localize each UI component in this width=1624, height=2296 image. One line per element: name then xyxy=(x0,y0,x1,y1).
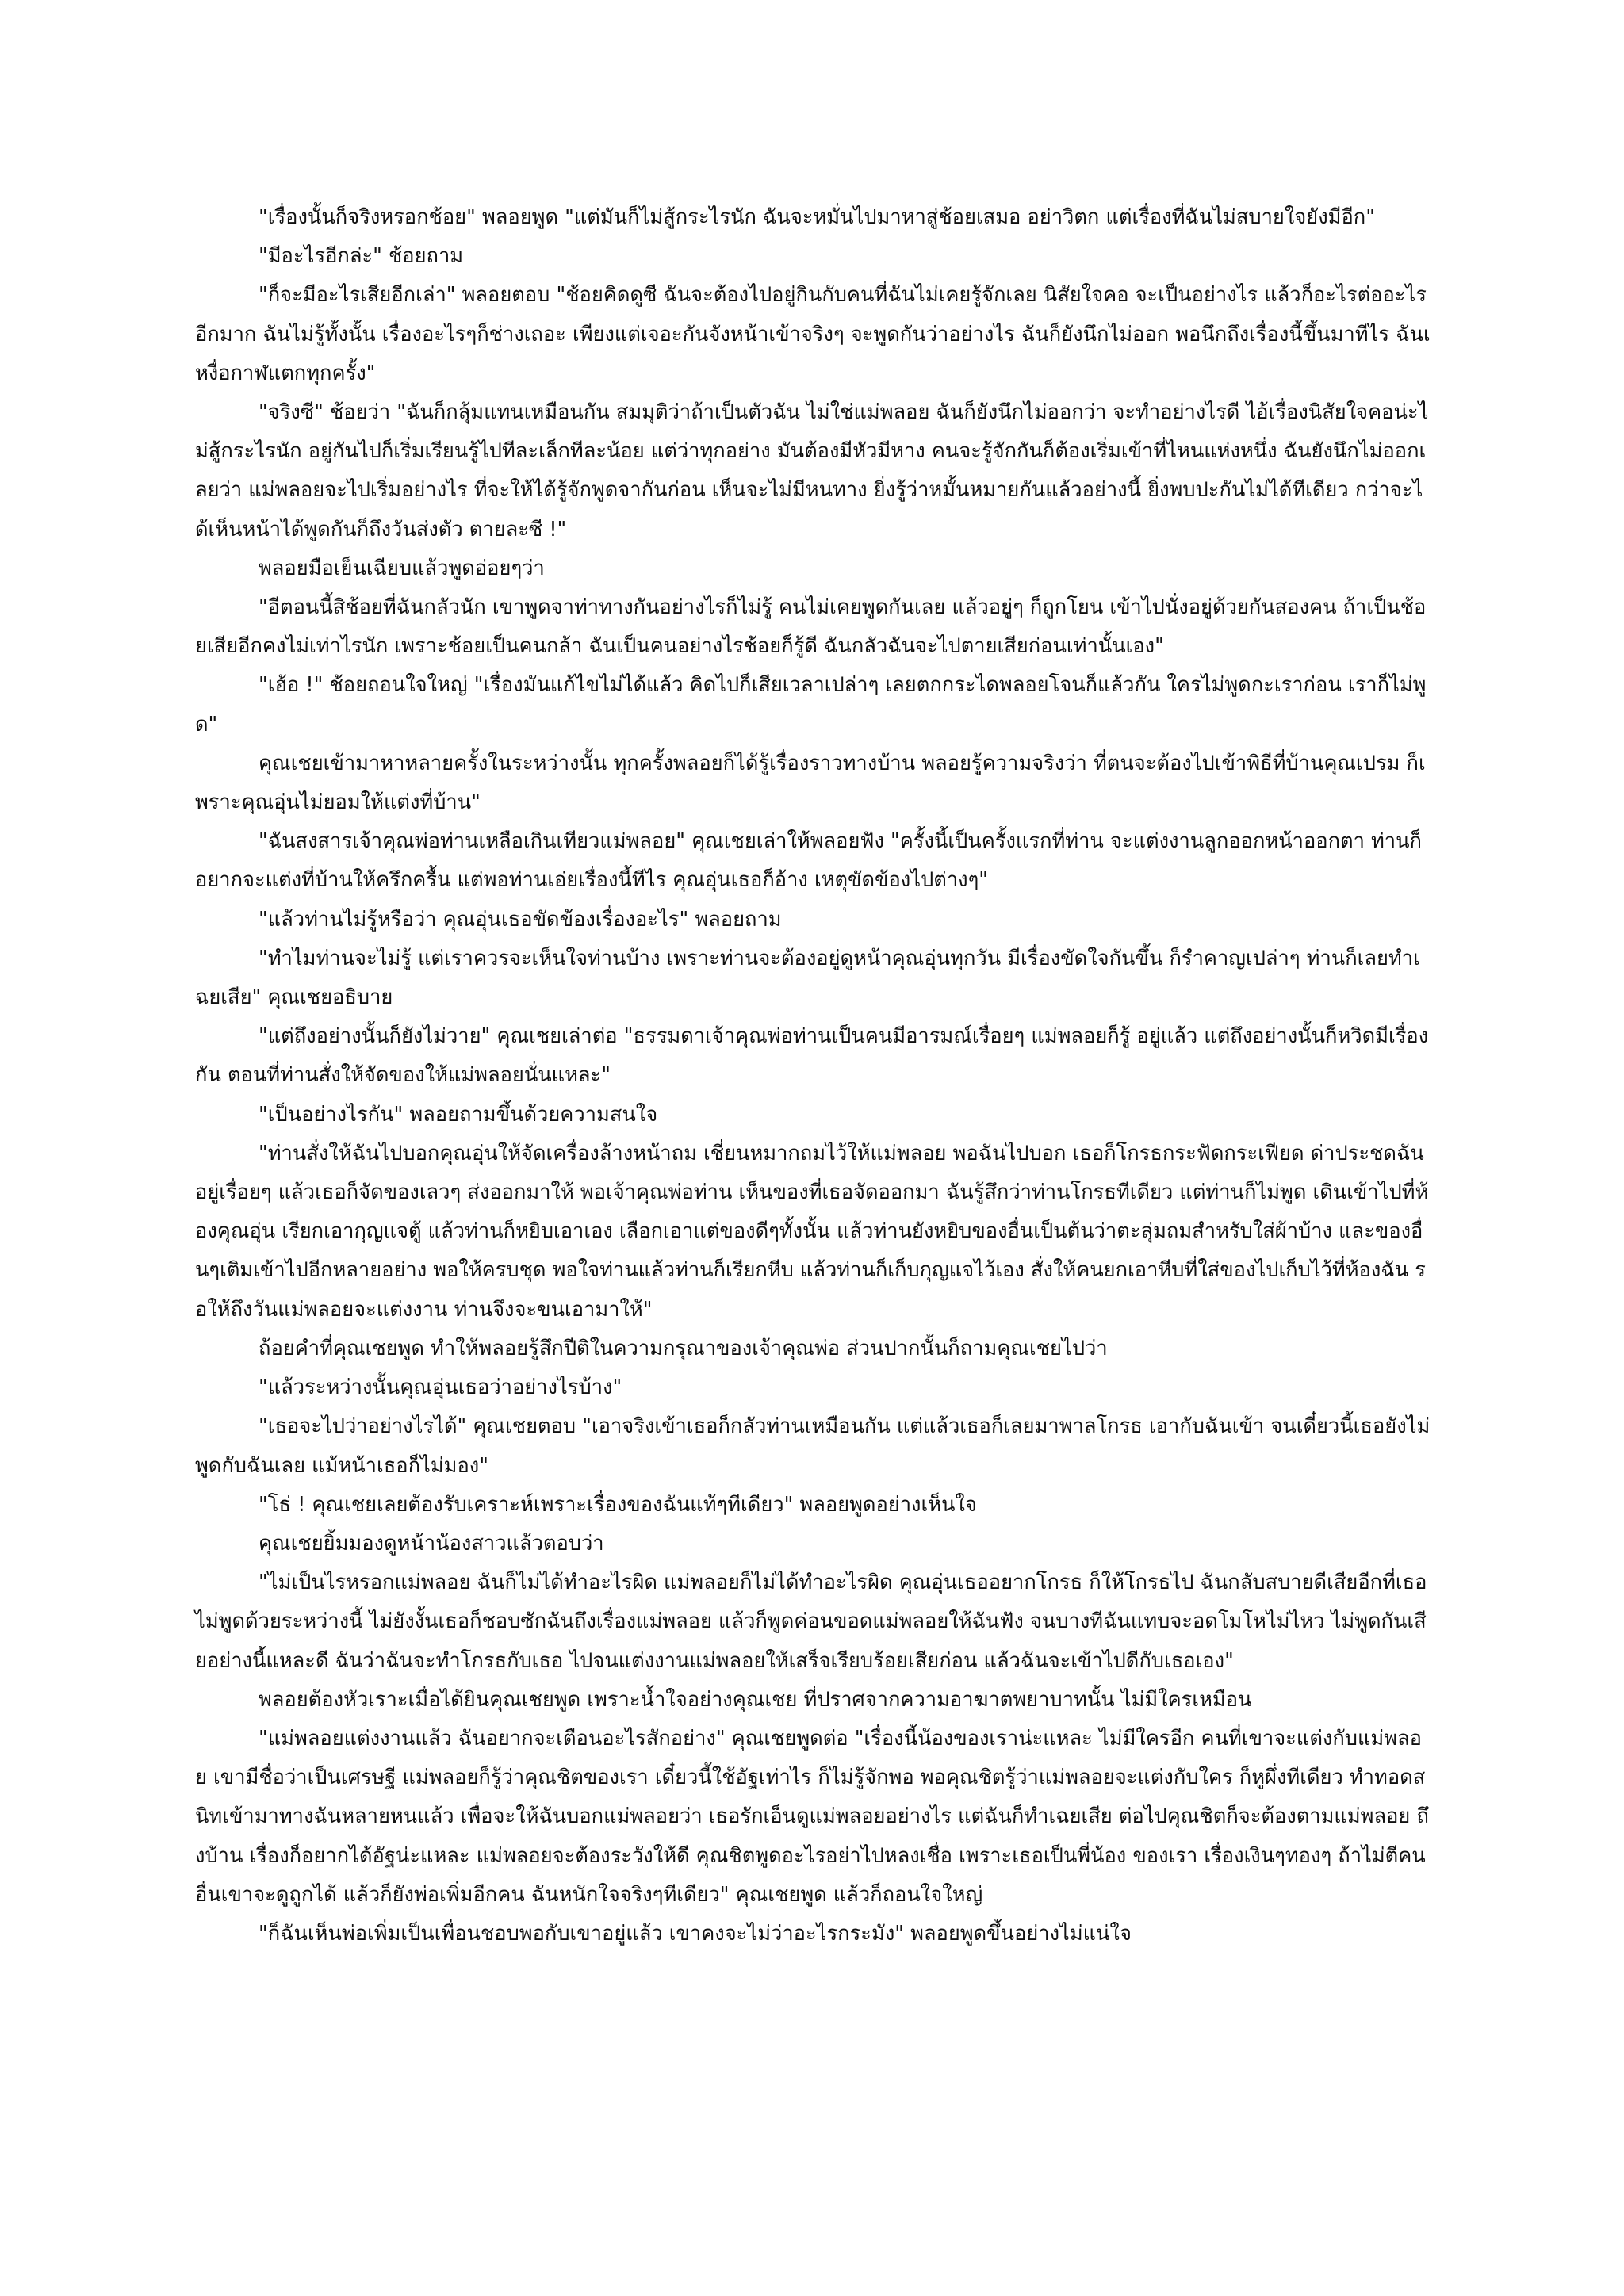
paragraph: พลอยต้องหัวเราะเมื่อได้ยินคุณเชยพูด เพราะน้ำใจอย่างคุณเชย ที่ปราศจากความอาฆาตพยาบาทนั้น ไม่มีใครเหมือน xyxy=(259,1687,1252,1712)
document-body xyxy=(195,198,1432,1954)
paragraph: "เธอจะไปว่าอย่างไรได้" คุณเชยตอบ "เอาจริงเข้าเธอก็กลัวท่านเหมือนกัน แต่แล้วเธอก็เลยมาพาลโกรธ เอากับฉันเข้า จนเดี๋ยวนี้เธอยังไม่พูดกับฉันเลย แม้หน้าเธอก็ไม่มอง" xyxy=(195,1414,1431,1478)
paragraph: คุณเชยยิ้มมองดูหน้าน้องสาวแล้วตอบว่า xyxy=(259,1531,604,1556)
paragraph: "อีตอนนี้สิช้อยที่ฉันกลัวนัก เขาพูดจาท่าทางกันอย่างไรก็ไม่รู้ คนไม่เคยพูดกันเลย แล้วอยู่ๆ ก็ถูกโยน เข้าไปนั่งอยู่ด้วยกันสองคน ถ้าเป็นช้อยเสียอีกคงไม่เท่าไรนัก เพราะช้อยเป็นคนกล้า ฉันเป็นคนอย่างไรช้อยก็รู้ดี ฉันกลัวฉันจะไปตายเสียก่อนเท่านั้นเอง" xyxy=(195,595,1427,659)
paragraph: "แต่ถึงอย่างนั้นก็ยังไม่วาย" คุณเชยเล่าต่อ "ธรรมดาเจ้าคุณพ่อท่านเป็นคนมีอารมณ์เรื่อยๆ แม่พลอยก็รู้ อยู่แล้ว แต่ถึงอย่างนั้นก็หวิดมีเรื่องกัน ตอนที่ท่านสั่งให้จัดของให้แม่พลอยนั่นแหละ" xyxy=(195,1024,1429,1088)
paragraph: "เฮ้อ !" ช้อยถอนใจใหญ่ "เรื่องมันแก้ไขไม่ได้แล้ว คิดไปก็เสียเวลาเปล่าๆ เลยตกกระไดพลอยโจนก็แล้วกัน ใครไม่พูดกะเราก่อน เราก็ไม่พูด" xyxy=(195,673,1427,737)
paragraph: "มีอะไรอีกล่ะ" ช้อยถาม xyxy=(259,244,464,269)
paragraph: "ก็จะมีอะไรเสียอีกเล่า" พลอยตอบ "ช้อยคิดดูซี ฉันจะต้องไปอยู่กินกับคนที่ฉันไม่เคยรู้จักเลย นิสัยใจคอ จะเป็นอย่างไร แล้วก็อะไรต่ออะไรอีกมาก ฉันไม่รู้ทั้งนั้น เรื่องอะไรๆก็ช่างเถอะ เพียงแต่เจอะกันจังหน้าเข้าจริงๆ จะพูดกันว่าอย่างไร ฉันก็ยังนึกไม่ออก พอนึกถึงเรื่องนี้ขึ้นมาทีไร ฉันเหงื่อกาฬแตกทุกครั้ง" xyxy=(195,283,1431,385)
paragraph: "ไม่เป็นไรหรอกแม่พลอย ฉันก็ไม่ได้ทำอะไรผิด แม่พลอยก็ไม่ได้ทำอะไรผิด คุณอุ่นเธออยากโกรธ ก็ให้โกรธไป ฉันกลับสบายดีเสียอีกที่เธอไม่พูดด้วยระหว่างนี้ ไม่ยังงั้นเธอก็ชอบซักฉันถึงเรื่องแม่พลอย แล้วก็พูดค่อนขอดแม่พลอยให้ฉันฟัง จนบางทีฉันแทบจะอดโมโหไม่ไหว ไม่พูดกันเสียอย่างนี้แหละดี ฉันว่าฉันจะทำโกรธกับเธอ ไปจนแต่งงานแม่พลอยให้เสร็จเรียบร้อยเสียก่อน แล้วฉันจะเข้าไปดีกับเธอเอง" xyxy=(195,1571,1427,1673)
paragraph: "ท่านสั่งให้ฉันไปบอกคุณอุ่นให้จัดเครื่องล้างหน้าถม เชี่ยนหมากถมไว้ให้แม่พลอย พอฉันไปบอก เธอก็โกรธกระฟัดกระเฟียด ด่าประชดฉันอยู่เรื่อยๆ แล้วเธอก็จัดของเลวๆ ส่งออกมาให้ พอเจ้าคุณพ่อท่าน เห็นของที่เธอจัดออกมา ฉันรู้สึกว่าท่านโกรธทีเดียว แต่ท่านก็ไม่พูด เดินเข้าไปที่ห้องคุณอุ่น เรียกเอากุญแจตู้ แล้วท่านก็หยิบเอาเอง เลือกเอาแต่ของดีๆทั้งนั้น แล้วท่านยังหยิบของอื่นเป็นต้นว่าตะลุ่มถมสำหรับใส่ผ้าบ้าง และของอื่นๆเติมเข้าไปอีกหลายอย่าง พอให้ครบชุด พอใจท่านแล้วท่านก็เรียกหีบ แล้วท่านก็เก็บกุญแจไว้เอง สั่งให้คนยกเอาหีบที่ใส่ของไปเก็บไว้ที่ห้องฉัน รอให้ถึงวันแม่พลอยจะแต่งงาน ท่านจึงจะขนเอามาให้" xyxy=(195,1141,1429,1322)
paragraph: "เรื่องนั้นก็จริงหรอกช้อย" พลอยพูด "แต่มันก็ไม่สู้กระไรนัก ฉันจะหมั่นไปมาหาสู่ช้อยเสมอ อย่าวิตก แต่เรื่องที่ฉันไม่สบายใจยังมีอีก" xyxy=(259,205,1375,229)
paragraph: "โธ่ ! คุณเชยเลยต้องรับเคราะห์เพราะเรื่องของฉันแท้ๆทีเดียว" พลอยพูดอย่างเห็นใจ xyxy=(259,1492,977,1517)
paragraph: "แล้วท่านไม่รู้หรือว่า คุณอุ่นเธอขัดข้องเรื่องอะไร" พลอยถาม xyxy=(259,907,782,932)
paragraph: "ก็ฉันเห็นพ่อเพิ่มเป็นเพื่อนชอบพอกับเขาอยู่แล้ว เขาคงจะไม่ว่าอะไรกระมัง" พลอยพูดขึ้นอย่างไม่แน่ใจ xyxy=(259,1921,1132,1946)
paragraph: ถ้อยคำที่คุณเชยพูด ทำให้พลอยรู้สึกปีติในความกรุณาของเจ้าคุณพ่อ ส่วนปากนั้นก็ถามคุณเชยไปว่า xyxy=(259,1336,1108,1360)
paragraph: พลอยมือเย็นเฉียบแล้วพูดอ่อยๆว่า xyxy=(259,556,545,580)
paragraph: "จริงซี" ช้อยว่า "ฉันก็กลุ้มแทนเหมือนกัน สมมุติว่าถ้าเป็นตัวฉัน ไม่ใช่แม่พลอย ฉันก็ยังนึกไม่ออกว่า จะทำอย่างไรดี ไอ้เรื่องนิสัยใจคอน่ะไม่สู้กระไรนัก อยู่กันไปก็เริ่มเรียนรู้ไปทีละเล็กทีละน้อย แต่ว่าทุกอย่าง มันต้องมีหัวมีหาง คนจะรู้จักกันก็ต้องเริ่มเข้าที่ไหนแห่งหนึ่ง ฉันยังนึกไม่ออกเลยว่า แม่พลอยจะไปเริ่มอย่างไร ที่จะให้ได้รู้จักพูดจากันก่อน เห็นจะไม่มีหนทาง ยิ่งรู้ว่าหมั้นหมายกันแล้วอย่างนี้ ยิ่งพบปะกันไม่ได้ทีเดียว กว่าจะได้เห็นหน้าได้พูดกันก็ถึงวันส่งตัว ตายละซี !" xyxy=(195,400,1429,541)
paragraph: "เป็นอย่างไรกัน" พลอยถามขึ้นด้วยความสนใจ xyxy=(259,1102,658,1127)
paragraph: "แล้วระหว่างนั้นคุณอุ่นเธอว่าอย่างไรบ้าง" xyxy=(259,1376,622,1400)
paragraph: คุณเชยเข้ามาหาหลายครั้งในระหว่างนั้น ทุกครั้งพลอยก็ได้รู้เรื่องราวทางบ้าน พลอยรู้ความจริงว่า ที่ตนจะต้องไปเข้าพิธีที่บ้านคุณเปรม ก็เพราะคุณอุ่นไม่ยอมให้แต่งที่บ้าน" xyxy=(195,751,1426,815)
paragraph: "ทำไมท่านจะไม่รู้ แต่เราควรจะเห็นใจท่านบ้าง เพราะท่านจะต้องอยู่ดูหน้าคุณอุ่นทุกวัน มีเรื่องขัดใจกันขึ้น ก็รำคาญเปล่าๆ ท่านก็เลยทำเฉยเสีย" คุณเชยอธิบาย xyxy=(195,946,1420,1010)
paragraph: "ฉันสงสารเจ้าคุณพ่อท่านเหลือเกินเทียวแม่พลอย" คุณเชยเล่าให้พลอยฟัง "ครั้งนี้เป็นครั้งแรกที่ท่าน จะแต่งงานลูกออกหน้าออกตา ท่านก็อยากจะแต่งที่บ้านให้ครึกครื้น แต่พอท่านเอ่ยเรื่องนี้ทีไร คุณอุ่นเธอก็อ้าง เหตุขัดข้องไปต่างๆ" xyxy=(195,829,1422,893)
paragraph: "แม่พลอยแต่งงานแล้ว ฉันอยากจะเตือนอะไรสักอย่าง" คุณเชยพูดต่อ "เรื่องนี้น้องของเราน่ะแหละ ไม่มีใครอีก คนที่เขาจะแต่งกับแม่พลอย เขามีชื่อว่าเป็นเศรษฐี แม่พลอยก็รู้ว่าคุณชิตของเรา เดี๋ยวนี้ใช้อัฐเท่าไร ก็ไม่รู้จักพอ พอคุณชิตรู้ว่าแม่พลอยจะแต่งกับใคร ก็หูผึ่งทีเดียว ทำทอดสนิทเข้ามาทางฉันหลายหนแล้ว เพื่อจะให้ฉันบอกแม่พลอยว่า เธอรักเอ็นดูแม่พลอยอย่างไร แต่ฉันก็ทำเฉยเสีย ต่อไปคุณชิตก็จะต้องตามแม่พลอย ถึงบ้าน เรื่องก็อยากได้อัฐน่ะแหละ แม่พลอยจะต้องระวังให้ดี คุณชิตพูดอะไรอย่าไปหลงเชื่อ เพราะเธอเป็นพี่น้อง ของเรา เรื่องเงินๆทองๆ ถ้าไม่ตีคนอื่นเขาจะดูถูกได้ แล้วก็ยังพ่อเพิ่มอีกคน ฉันหนักใจจริงๆทีเดียว" คุณเชยพูด แล้วก็ถอนใจใหญ่ xyxy=(195,1726,1429,1907)
